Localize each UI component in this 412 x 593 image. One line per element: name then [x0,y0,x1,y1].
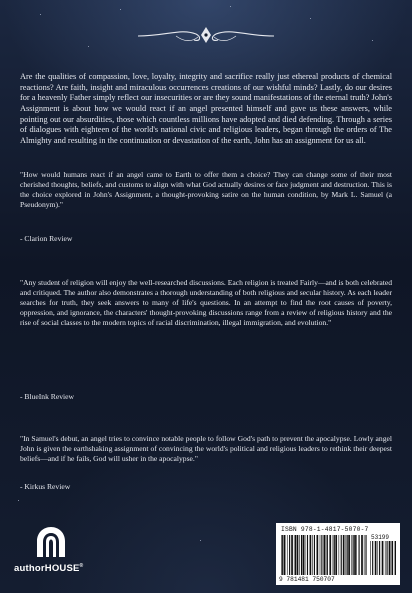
barcode-bar [351,535,352,575]
star [18,500,19,501]
star [230,6,231,7]
barcode-bar [334,535,335,575]
ean-number: 9 781481 750707 [279,576,335,583]
isbn-number: ISBN 978-1-4817-5070-7 [281,526,369,533]
barcode-bar [282,535,283,575]
barcode-bars [281,535,367,575]
registered-mark: ® [79,563,84,569]
barcode-bar [294,535,295,575]
review-quote: "Any student of religion will enjoy the well-researched discussions. Each religion is treated Fairly—and is both celebrated and critiqued. The author also demonstrates a thorough understanding of both religious and secular history. As each leader searches for truth, they seek answers to many of life's questions. In an attempt to find the root causes of poverty, oppression, and ignorance, the characters' thought-provoking discussions range from a review of religious history and the rise of social classes to the modern topics of racial discrimination, illegal immigration, and evolution." [20,278,392,327]
barcode-bar [395,541,396,575]
star [120,9,121,10]
barcode-bar [356,535,357,575]
barcode-bar [333,535,334,575]
barcode-bar [375,541,377,575]
barcode-bar [341,535,342,575]
barcode-bar [289,535,290,575]
review-source: - BlueInk Review [20,392,74,401]
barcode-bar [307,535,308,575]
barcode-bar [347,535,348,575]
barcode-bar [284,535,286,575]
barcode-bar [303,535,305,575]
blurb-paragraph: Are the qualities of compassion, love, loyalty, integrity and sacrifice really just ethereal products of chemical reactions? Are faith, insight and miraculous occurrences creations of our wishful minds? Lastly, do our desires for a heavenly Father simply reflect our insecurities or are they sound manifestations of the eternal truth? John's Assignment is about how we would react if an angel presented himself and gave us these answers, while pointing out our absurdities, those which countless millions have adopted and died defending. Through a series of dialogues with eighteen of the world's national civic and religious leaders, began through the orders of The Almighty and resulting in the continuation or devastation of the earth, John has an assignment for us all. [20,72,392,145]
barcode-bar [387,541,388,575]
review-source: - Clarion Review [20,234,73,243]
star [310,18,311,19]
barcode-bar [385,541,386,575]
barcode-bar [305,535,306,575]
barcode-bar [348,535,350,575]
barcode-bar [392,541,393,575]
review-quote: "In Samuel's debut, an angel tries to convince notable people to follow God's path to prevent the apocalypse. Lowly angel John is given the earthshaking assignment of convincing the world's political and religious leaders to rethink their deepest beliefs—and if he fails, God will usher in the apocalypse." [20,434,392,463]
barcode-bar [281,535,282,575]
star [200,540,201,541]
barcode-bar [391,541,392,575]
barcode-bar [339,535,340,575]
barcode-bar [364,535,365,575]
flourish-divider-icon [136,24,276,46]
barcode-addon-bars [370,541,396,575]
barcode-bar [370,541,371,575]
publisher-name [14,563,94,574]
barcode-bar [372,541,373,575]
barcode-bar [343,535,345,575]
barcode-bar [365,535,366,575]
barcode [276,523,400,585]
barcode-bar [317,535,319,575]
review-quote: "How would humans react if an angel came to Earth to offer them a choice? They can change some of their most cherished thoughts, beliefs, and customs to align with what God actually desires or face judgment and destruction. This is the choice explored in John's Assignment, a thought-provoking satire on the human condition, by Mark L. Samuel (a Pseudonym)." [20,170,392,209]
publisher-name-text: authorHOUSE [14,563,80,575]
barcode-bar [299,535,300,575]
barcode-bar [389,541,391,575]
review-source: - Kirkus Review [20,482,71,491]
barcode-bar [320,535,321,575]
star [372,40,373,41]
barcode-bar [335,535,337,575]
barcode-bar [321,535,322,575]
barcode-bar [361,535,363,575]
barcode-bar [346,535,347,575]
barcode-bar [310,535,312,575]
publisher-logo [14,525,88,583]
authorhouse-logo-icon [34,525,68,559]
barcode-bar [295,535,296,575]
barcode-bar [287,535,288,575]
barcode-bar [379,541,380,575]
barcode-bar [301,535,302,575]
star [40,14,41,15]
barcode-bar [326,535,327,575]
barcode-bar [312,535,313,575]
barcode-bar [354,535,356,575]
barcode-bar [323,535,325,575]
barcode-bar [359,535,360,575]
barcode-bar [353,535,354,575]
barcode-bar [377,541,378,575]
barcode-addon-number: 53199 [371,534,390,541]
barcode-bar [327,535,328,575]
barcode-bar [297,535,299,575]
barcode-bar [382,541,384,575]
barcode-bar [314,535,315,575]
barcode-bar [291,535,293,575]
barcode-bar [329,535,331,575]
star [88,46,89,47]
